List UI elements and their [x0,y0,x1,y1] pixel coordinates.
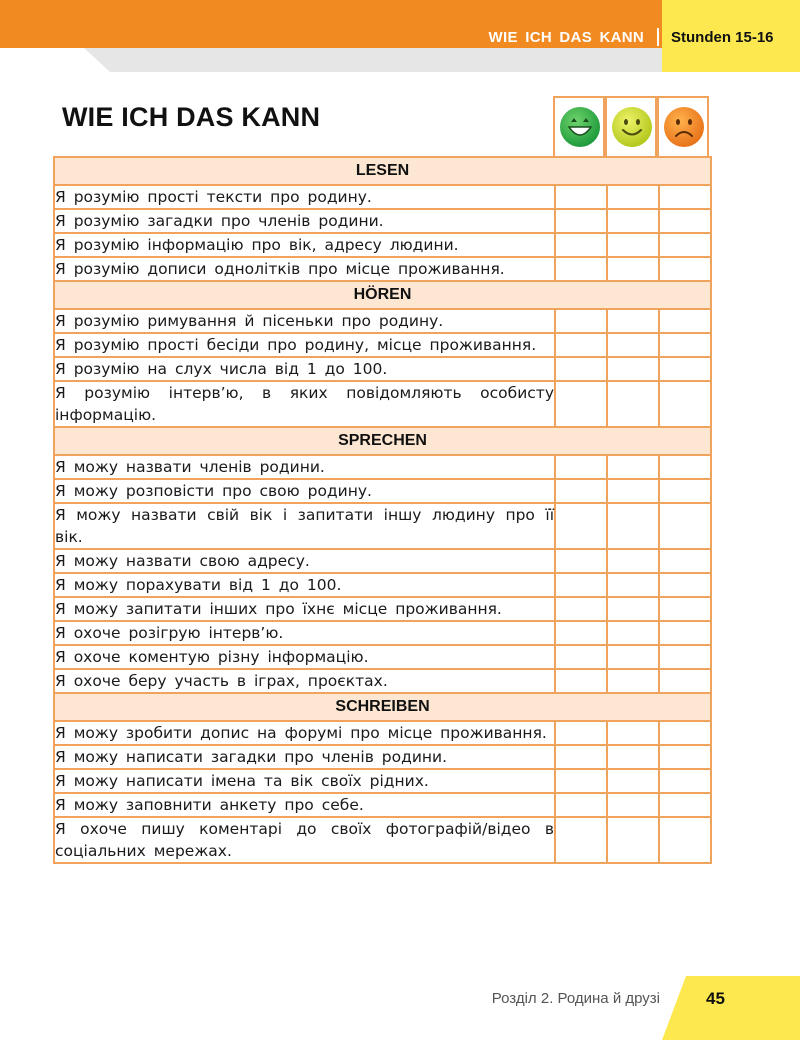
table-row [54,817,711,863]
rating-cell-good[interactable] [555,233,607,257]
rating-cell-good[interactable] [555,769,607,793]
table-row [54,769,711,793]
rating-cell-good[interactable] [555,257,607,281]
rating-cell-good[interactable] [555,309,607,333]
statement-text: Я можу назвати членів родини. [54,455,555,479]
statement-text: Я розумію дописи однолітків про місце проживання. [54,257,555,281]
rating-cell-good[interactable] [555,793,607,817]
section-title-hoeren: HÖREN [54,281,711,309]
rating-cell-good[interactable] [555,645,607,669]
table-row [54,549,711,573]
section-header-row [54,427,711,455]
statement-text: Я можу назвати свою адресу. [54,549,555,573]
table-row [54,479,711,503]
table-row [54,721,711,745]
header-shadow-band [84,48,662,72]
rating-cell-ok[interactable] [607,621,659,645]
table-row [54,257,711,281]
rating-cell-bad[interactable] [659,745,711,769]
rating-cell-bad[interactable] [659,209,711,233]
rating-cell-ok[interactable] [607,309,659,333]
rating-cell-ok[interactable] [607,597,659,621]
statement-text: Я охоче розігрую інтерв’ю. [54,621,555,645]
rating-column-bad [657,96,709,156]
statement-text: Я розумію загадки про членів родини. [54,209,555,233]
section-title-sprechen: SPRECHEN [54,427,711,455]
smiling-face-icon [610,105,654,149]
table-row [54,185,711,209]
page-title: WIE ICH DAS KANN [62,102,321,132]
table-row [54,621,711,645]
section-header-row [54,693,711,721]
table-row [54,309,711,333]
statement-text: Я можу зробити допис на форумі про місце проживання. [54,721,555,745]
rating-cell-ok[interactable] [607,793,659,817]
self-assessment-table [53,156,712,864]
statement-text: Я охоче беру участь в іграх, проєктах. [54,669,555,693]
statement-text: Я розумію інтерв’ю, в яких повідомляють особисту інформацію. [54,381,555,427]
rating-cell-good[interactable] [555,597,607,621]
statement-text: Я можу порахувати від 1 до 100. [54,573,555,597]
rating-cell-ok[interactable] [607,333,659,357]
rating-cell-good[interactable] [555,669,607,693]
rating-cell-good[interactable] [555,817,607,863]
rating-cell-bad[interactable] [659,621,711,645]
rating-cell-ok[interactable] [607,479,659,503]
table-row [54,503,711,549]
rating-column-ok [605,96,657,156]
rating-cell-ok[interactable] [607,381,659,427]
statement-text: Я можу розповісти про свою родину. [54,479,555,503]
rating-cell-bad[interactable] [659,479,711,503]
rating-cell-ok[interactable] [607,769,659,793]
section-title-lesen: LESEN [54,157,711,185]
rating-cell-ok[interactable] [607,669,659,693]
rating-cell-ok[interactable] [607,233,659,257]
rating-cell-bad[interactable] [659,597,711,621]
sad-face-icon [662,105,706,149]
table-row [54,209,711,233]
rating-cell-good[interactable] [555,549,607,573]
rating-cell-good[interactable] [555,721,607,745]
table-row [54,357,711,381]
rating-cell-ok[interactable] [607,357,659,381]
statement-text: Я можу запитати інших про їхнє місце проживання. [54,597,555,621]
rating-cell-good[interactable] [555,573,607,597]
rating-cell-good[interactable] [555,745,607,769]
rating-cell-bad[interactable] [659,549,711,573]
rating-cell-bad[interactable] [659,721,711,745]
table-row [54,645,711,669]
table-row [54,597,711,621]
page-number: 45 [706,989,725,1008]
table-row [54,455,711,479]
rating-cell-ok[interactable] [607,257,659,281]
table-row [54,233,711,257]
rating-cell-bad[interactable] [659,793,711,817]
rating-cell-bad[interactable] [659,817,711,863]
rating-cell-ok[interactable] [607,721,659,745]
rating-cell-good[interactable] [555,209,607,233]
statement-text: Я можу написати загадки про членів родини. [54,745,555,769]
rating-cell-good[interactable] [555,479,607,503]
rating-cell-bad[interactable] [659,185,711,209]
rating-cell-bad[interactable] [659,257,711,281]
rating-cell-ok[interactable] [607,209,659,233]
statement-text: Я можу заповнити анкету про себе. [54,793,555,817]
statement-text: Я розумію прості бесіди про родину, місце проживання. [54,333,555,357]
statement-text: Я можу написати імена та вік своїх рідних. [54,769,555,793]
statement-text: Я охоче пишу коментарі до своїх фотографій/відео в соціальних мережах. [54,817,555,863]
table-row [54,669,711,693]
statement-text: Я можу назвати свій вік і запитати іншу людину про її вік. [54,503,555,549]
statement-text: Я розумію інформацію про вік, адресу людини. [54,233,555,257]
rating-cell-ok[interactable] [607,503,659,549]
header-separator [657,28,659,46]
table-row [54,745,711,769]
rating-cell-bad[interactable] [659,357,711,381]
rating-cell-good[interactable] [555,357,607,381]
laughing-face-icon [558,105,602,149]
footer-chapter: Розділ 2. Родина й друзі [491,990,660,1007]
rating-cell-bad[interactable] [659,455,711,479]
table-row [54,381,711,427]
rating-cell-good[interactable] [555,503,607,549]
table-row [54,573,711,597]
footer-page-block [662,976,800,1040]
table-row [54,333,711,357]
rating-cell-good[interactable] [555,185,607,209]
rating-cell-ok[interactable] [607,573,659,597]
rating-cell-ok[interactable] [607,745,659,769]
rating-cell-bad[interactable] [659,233,711,257]
rating-cell-bad[interactable] [659,503,711,549]
section-header-row [54,157,711,185]
statement-text: Я розумію прості тексти про родину. [54,185,555,209]
rating-cell-good[interactable] [555,381,607,427]
rating-cell-bad[interactable] [659,333,711,357]
header-title: WIE ICH DAS KANN [488,29,644,46]
rating-cell-bad[interactable] [659,645,711,669]
rating-cell-bad[interactable] [659,573,711,597]
rating-cell-ok[interactable] [607,645,659,669]
rating-cell-ok[interactable] [607,185,659,209]
rating-cell-bad[interactable] [659,309,711,333]
rating-cell-good[interactable] [555,621,607,645]
rating-cell-bad[interactable] [659,769,711,793]
section-header-row [54,281,711,309]
statement-text: Я розумію римування й пісеньки про родину. [54,309,555,333]
rating-column-good [553,96,605,156]
statement-text: Я розумію на слух числа від 1 до 100. [54,357,555,381]
rating-cell-ok[interactable] [607,455,659,479]
table-row [54,793,711,817]
statement-text: Я охоче коментую різну інформацію. [54,645,555,669]
rating-cell-ok[interactable] [607,549,659,573]
rating-cell-bad[interactable] [659,669,711,693]
rating-cell-good[interactable] [555,333,607,357]
rating-cell-good[interactable] [555,455,607,479]
section-title-schreiben: SCHREIBEN [54,693,711,721]
header-unit-label: Stunden 15-16 [671,29,774,46]
rating-cell-bad[interactable] [659,381,711,427]
rating-cell-ok[interactable] [607,817,659,863]
